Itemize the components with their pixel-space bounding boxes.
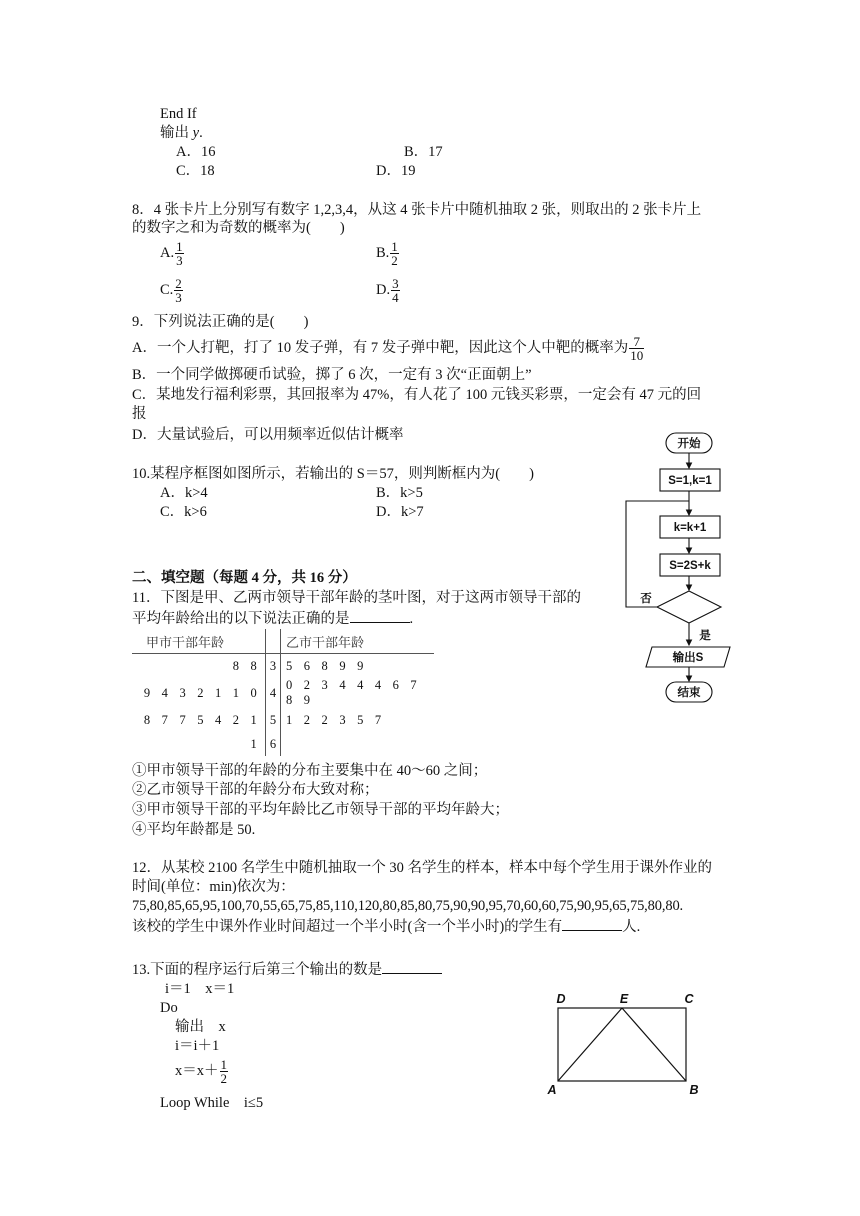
stem-leaf-right-header: 乙市干部年龄 (286, 634, 365, 650)
q8-option-d: D. $\frac{3}{4}$ (376, 276, 399, 305)
q11-statement-1: ①甲市领导干部的年龄的分布主要集中在 40～60 之间； (132, 763, 488, 779)
q7-option-d: D．19 (376, 163, 416, 179)
flowchart (610, 425, 750, 715)
q10-option-d: D．k>7 (376, 504, 424, 520)
q12-line4: 该校的学生中课外作业时间超过一个半小时(含一个半小时)的学生有 人. (132, 916, 640, 936)
vertex-label-b: B (689, 1083, 699, 1097)
q9-stem: 9．下列说法正确的是( ) (132, 314, 309, 330)
q13-code-assign: x＝x＋ $\frac{1}{2}$ (175, 1057, 227, 1086)
stem: 6 (266, 732, 281, 756)
q7-option-c: C．18 (176, 163, 215, 179)
q11-line1: 11．下图是甲、乙两市领导干部年龄的茎叶图，对于这两市领导干部的 (132, 590, 581, 606)
flowchart-start-label: 开始 (677, 438, 701, 450)
stem: 5 (266, 708, 281, 732)
q10-stem: 10.某程序框图如图所示，若输出的 S＝57，则判断框内为( ) (132, 466, 534, 482)
q13-stem: 13.下面的程序运行后第三个输出的数是 (132, 959, 442, 979)
flowchart-init-label: S=1,k=1 (668, 475, 712, 487)
q9-option-d: D．大量试验后，可以用频率近似估计概率 (132, 427, 404, 443)
vertex-label-a: A (547, 1083, 557, 1097)
right-leaves: 1 2 2 3 5 7 (286, 712, 386, 727)
q12-answer-blank[interactable] (562, 916, 622, 931)
q13-answer-blank[interactable] (382, 959, 442, 974)
q9-option-c-line1: C．某地发行福利彩票，其回报率为 47%，有人花了 100 元钱买彩票，一定会有 47 元的回 (132, 387, 702, 403)
stem-leaf-row (132, 732, 434, 756)
left-leaves: 9 4 3 2 1 1 0 (143, 685, 261, 700)
stem-leaf-row (132, 708, 434, 732)
flowchart-decision (657, 591, 721, 623)
q11-line2: 平均年龄给出的以下说法正确的是 . (132, 608, 413, 628)
flowchart-no-label: 否 (640, 593, 652, 605)
q8-option-b: B. $\frac{1}{2}$ (376, 239, 398, 268)
q12-line2: 时间(单位：min)依次为： (132, 879, 295, 895)
flowchart-step1-label: k=k+1 (673, 522, 707, 534)
code-endif: End If (160, 106, 197, 122)
q7-option-b: B．17 (404, 144, 443, 160)
q9-option-c-line2: 报 (132, 406, 147, 422)
stem-header-cell (266, 629, 281, 654)
q13-code-init: i＝1 x＝1 (165, 981, 235, 997)
right-leaves (281, 732, 435, 756)
stem-leaf-row (132, 678, 434, 708)
q10-option-a: A．k>4 (160, 485, 208, 501)
left-leaves: 1 (250, 736, 261, 751)
stem: 3 (266, 654, 281, 679)
q11-statement-2: ②乙市领导干部的年龄分布大致对称； (132, 782, 379, 798)
q13-code-loop: Loop While i≤5 (160, 1095, 264, 1111)
flowchart-yes-label: 是 (699, 630, 711, 642)
stem-leaf-left-header: 甲市干部年龄 (146, 634, 225, 650)
code-output: 输出 y. (160, 125, 203, 141)
stem-leaf-row (132, 654, 434, 679)
left-leaves: 8 7 7 5 4 2 1 (143, 712, 261, 727)
q8-option-a: A. $\frac{1}{3}$ (160, 239, 183, 268)
flowchart-output-label: 输出S (672, 652, 704, 664)
right-leaves: 0 2 3 4 4 4 6 7 8 9 (286, 678, 421, 707)
q9-option-a: A．一个人打靶，打了 10 发子弹，有 7 发子弹中靶，因此这个人中靶的概率为 $\frac{7}{10}$ (132, 334, 644, 363)
q12-data: 75,80,85,65,95,100,70,55,65,75,85,110,120,80,85,80,75,90,90,95,70,60,60,75,90,95,65,75,80,80. (132, 898, 684, 914)
q13-code-do: Do (160, 1000, 178, 1016)
q11-statement-3: ③甲市领导干部的平均年龄比乙市领导干部的平均年龄大； (132, 802, 509, 818)
q10-option-b: B．k>5 (376, 485, 423, 501)
stem: 4 (266, 678, 281, 708)
section-title-fill-in: 二、填空题（每题 4 分，共 16 分） (132, 570, 357, 586)
q11-answer-blank[interactable] (350, 608, 410, 623)
q8-option-c: C. $\frac{2}{3}$ (160, 276, 182, 305)
q13-code-increment: i＝i＋1 (175, 1038, 220, 1054)
q7-option-a: A．16 (176, 144, 216, 160)
vertex-label-d: D (556, 992, 566, 1006)
flowchart-step2-label: S=2S+k (669, 560, 711, 572)
q8-line2: 的数字之和为奇数的概率为( ) (132, 220, 345, 236)
q12-line1: 12．从某校 2100 名学生中随机抽取一个 30 名学生的样本，样本中每个学生用于课外作业的 (132, 860, 712, 876)
vertex-label-e: E (619, 992, 629, 1006)
rectangle-figure (540, 988, 710, 1100)
q11-statement-4: ④平均年龄都是 50. (132, 822, 256, 838)
q13-code-output: 输出 x (175, 1019, 226, 1035)
flowchart-end-label: 结束 (677, 687, 701, 699)
right-leaves: 5 6 8 9 9 (286, 658, 368, 673)
stem-leaf-table (132, 629, 434, 756)
q10-option-c: C．k>6 (160, 504, 207, 520)
q8-line1: 8．4 张卡片上分别写有数字 1,2,3,4，从这 4 张卡片中随机抽取 2 张，则取出的 2 张卡片上 (132, 202, 702, 218)
stem-leaf-header-row (132, 629, 434, 654)
vertex-label-c: C (684, 992, 694, 1006)
left-leaves: 8 8 (232, 658, 261, 673)
q9-option-b: B．一个同学做掷硬币试验，掷了 6 次，一定有 3 次“正面朝上” (132, 367, 532, 383)
